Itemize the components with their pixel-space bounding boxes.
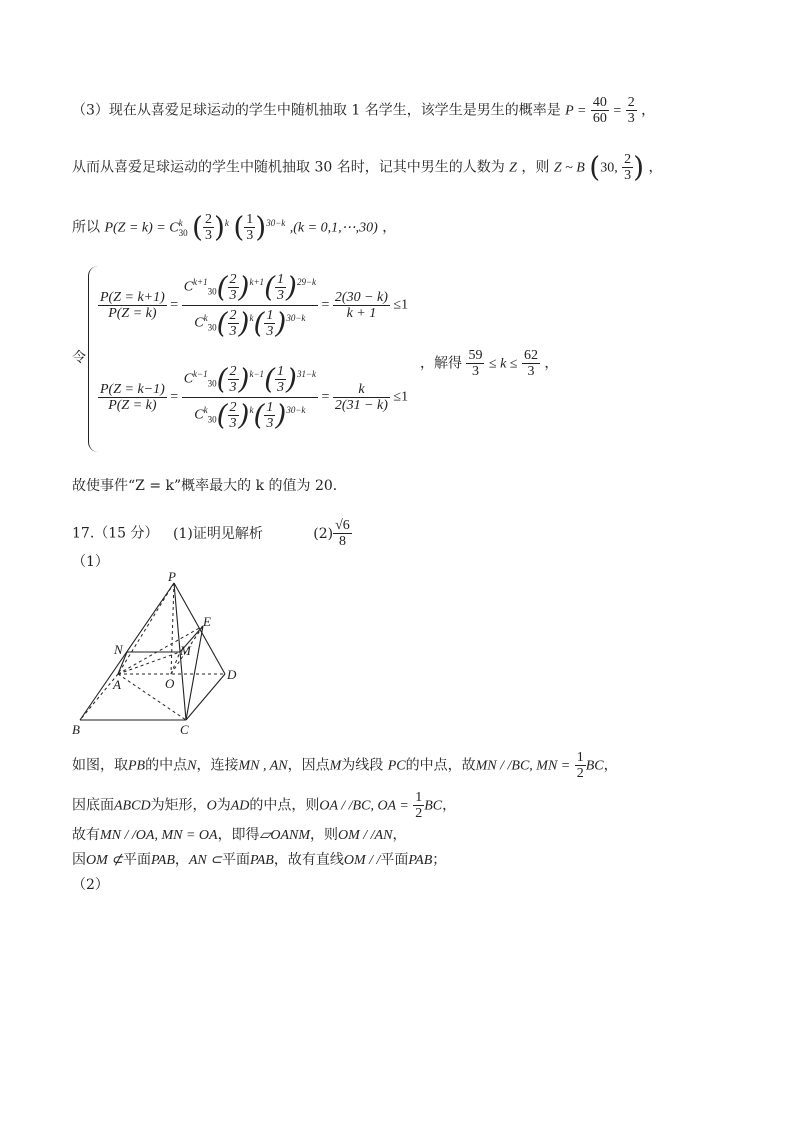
part3-line1 — [72, 95, 655, 126]
part3-line2: 从而从喜爱足球运动的学生中随机抽取 30 名时，记其中男生的人数为 Z ，则 Z ~ B (30, $\frac{2}{3}$ ) ， — [72, 150, 663, 184]
sub2-label: （2） — [72, 877, 109, 893]
ineq1-big-fraction: $C^{k+1}_{30}$( $\frac{2}{3}$ )$^{k+1}$( $\frac{1}{3}$ )$^{29-k}$ $C^k_{30}$( $\frac{2}{3}$ )$^k$( $\frac{1}{3}$ )$^{30-k}$ — [183, 270, 317, 340]
inequality-2: $\frac{P(Z = k-1)}{P(Z = k)}$ = $C^{k-1}_{30}$( $\frac{2}{3}$ )$^{k-1}$( $\frac{1}{3}$ )$^{31-k}$ $C^k_{30}$( $\frac{2}{3}$ )$^k$( $\frac{1}{3}$ )$^{30-k}$ = $\frac{k}{2(31 - k)}$ ≤1 — [100, 362, 409, 432]
proof1-frac-half: $\frac{1}{2}$ — [576, 750, 584, 781]
proof-line1: 如图，取PB的中点N，连接MN , AN，因点M为线段 PC的中点，故MN / /BC, MN = $\frac{1}{2}$ BC， — [72, 750, 618, 781]
sub1-label: （1） — [72, 554, 109, 570]
proof-line2: 因底面ABCD为矩形，O为AD的中点，则OA / /BC, OA = $\frac{1}{2}$ BC， — [72, 790, 457, 821]
label-B: B — [72, 722, 80, 737]
edge-CD — [186, 674, 225, 720]
line2-text: 从而从喜爱足球运动的学生中随机抽取 30 名时，记其中男生的人数为 — [72, 159, 505, 176]
label-O: O — [165, 676, 175, 691]
label-P: P — [168, 569, 176, 584]
edge-PA — [118, 583, 174, 674]
line1-eq: = — [613, 103, 622, 119]
line2-fraction: $\frac{2}{3}$ — [624, 152, 632, 183]
solve-frac-59-3: $\frac{59}{3}$ — [468, 348, 483, 379]
label-N: N — [114, 642, 123, 657]
segment-CE — [186, 626, 203, 720]
solve-frac-62-3: $\frac{62}{3}$ — [523, 348, 538, 379]
conclusion: 故使事件“Z = k”概率最大的 k 的值为 20． — [72, 478, 347, 494]
line3-frac-2-3: $\frac{2}{3}$ — [204, 212, 212, 243]
line2-var: Z — [509, 160, 517, 176]
pyramid-figure — [70, 568, 250, 738]
answer-sqrt6-over-8: $\frac{√6}{8}$ — [335, 518, 350, 549]
line3-tail: ， — [382, 219, 397, 236]
line1-math-lhs: P = — [565, 103, 587, 119]
label-E: E — [203, 614, 211, 629]
edge-AC — [118, 674, 186, 720]
label-A: A — [113, 677, 121, 692]
line1-tail: ， — [641, 102, 656, 119]
q17-header: 17.（15 分） (1)证明见解析 (2) $\frac{√6}{8}$ — [72, 518, 350, 549]
label-D: D — [227, 667, 237, 682]
line3-frac-1-3: $\frac{1}{3}$ — [246, 212, 254, 243]
line1-fraction-40-60: $\frac{40}{60}$ — [592, 95, 607, 126]
line3-range: ,(k = 0,1,⋯,30) — [289, 220, 378, 236]
line2-then: ，则 — [521, 159, 550, 176]
edge-PD — [174, 583, 225, 674]
line2-tail: ， — [648, 159, 663, 176]
line3-prefix: 所以 — [72, 219, 100, 236]
proof-line3: 故有MN / /OA, MN = OA，即得▱OANM，则OM / /AN， — [72, 827, 407, 843]
line2-param: 30, — [600, 160, 618, 176]
line2-dist: Z ~ B — [553, 160, 585, 176]
segment-AM — [118, 652, 180, 674]
line1-text: （3）现在从喜爱足球运动的学生中随机抽取 1 名学生，该学生是男生的概率是 — [72, 102, 561, 119]
ineq2-big-fraction: $C^{k-1}_{30}$( $\frac{2}{3}$ )$^{k-1}$( $\frac{1}{3}$ )$^{31-k}$ $C^k_{30}$( $\frac{2}{3}$ )$^k$( $\frac{1}{3}$ )$^{30-k}$ — [183, 362, 317, 432]
line3-math: P(Z = k) = C — [104, 220, 179, 236]
part3-line3: 所以 P(Z = k) = C k 30 ( $\frac{2}{3}$ )$^k$ ( $\frac{1}{3}$ )$^{30-k}$ ,(k = 0,1,⋯,30) ， — [72, 210, 397, 244]
line1-fraction-2-3: $\frac{2}{3}$ — [627, 95, 635, 126]
solve-result: ，解得 $\frac{59}{3}$ ≤ k ≤ $\frac{62}{3}$ ， — [420, 348, 559, 379]
proof2-frac-half: $\frac{1}{2}$ — [415, 790, 423, 821]
ling-label: 令 — [72, 350, 86, 366]
label-M: M — [180, 643, 191, 658]
proof-line4: 因OM ⊄平面PAB，AN ⊂平面PAB，故有直线OM / /平面PAB； — [72, 852, 447, 868]
inequality-1: $\frac{P(Z = k+1)}{P(Z = k)}$ = $C^{k+1}_{30}$( $\frac{2}{3}$ )$^{k+1}$( $\frac{1}{3}$ )$^{29-k}$ $C^k_{30}$( $\frac{2}{3}$ )$^k$( $\frac{1}{3}$ )$^{30-k}$ = $\frac{2(30 - k)}{k + 1}$ ≤1 — [100, 270, 409, 340]
segment-PO — [171, 583, 174, 674]
label-C: C — [180, 722, 189, 737]
